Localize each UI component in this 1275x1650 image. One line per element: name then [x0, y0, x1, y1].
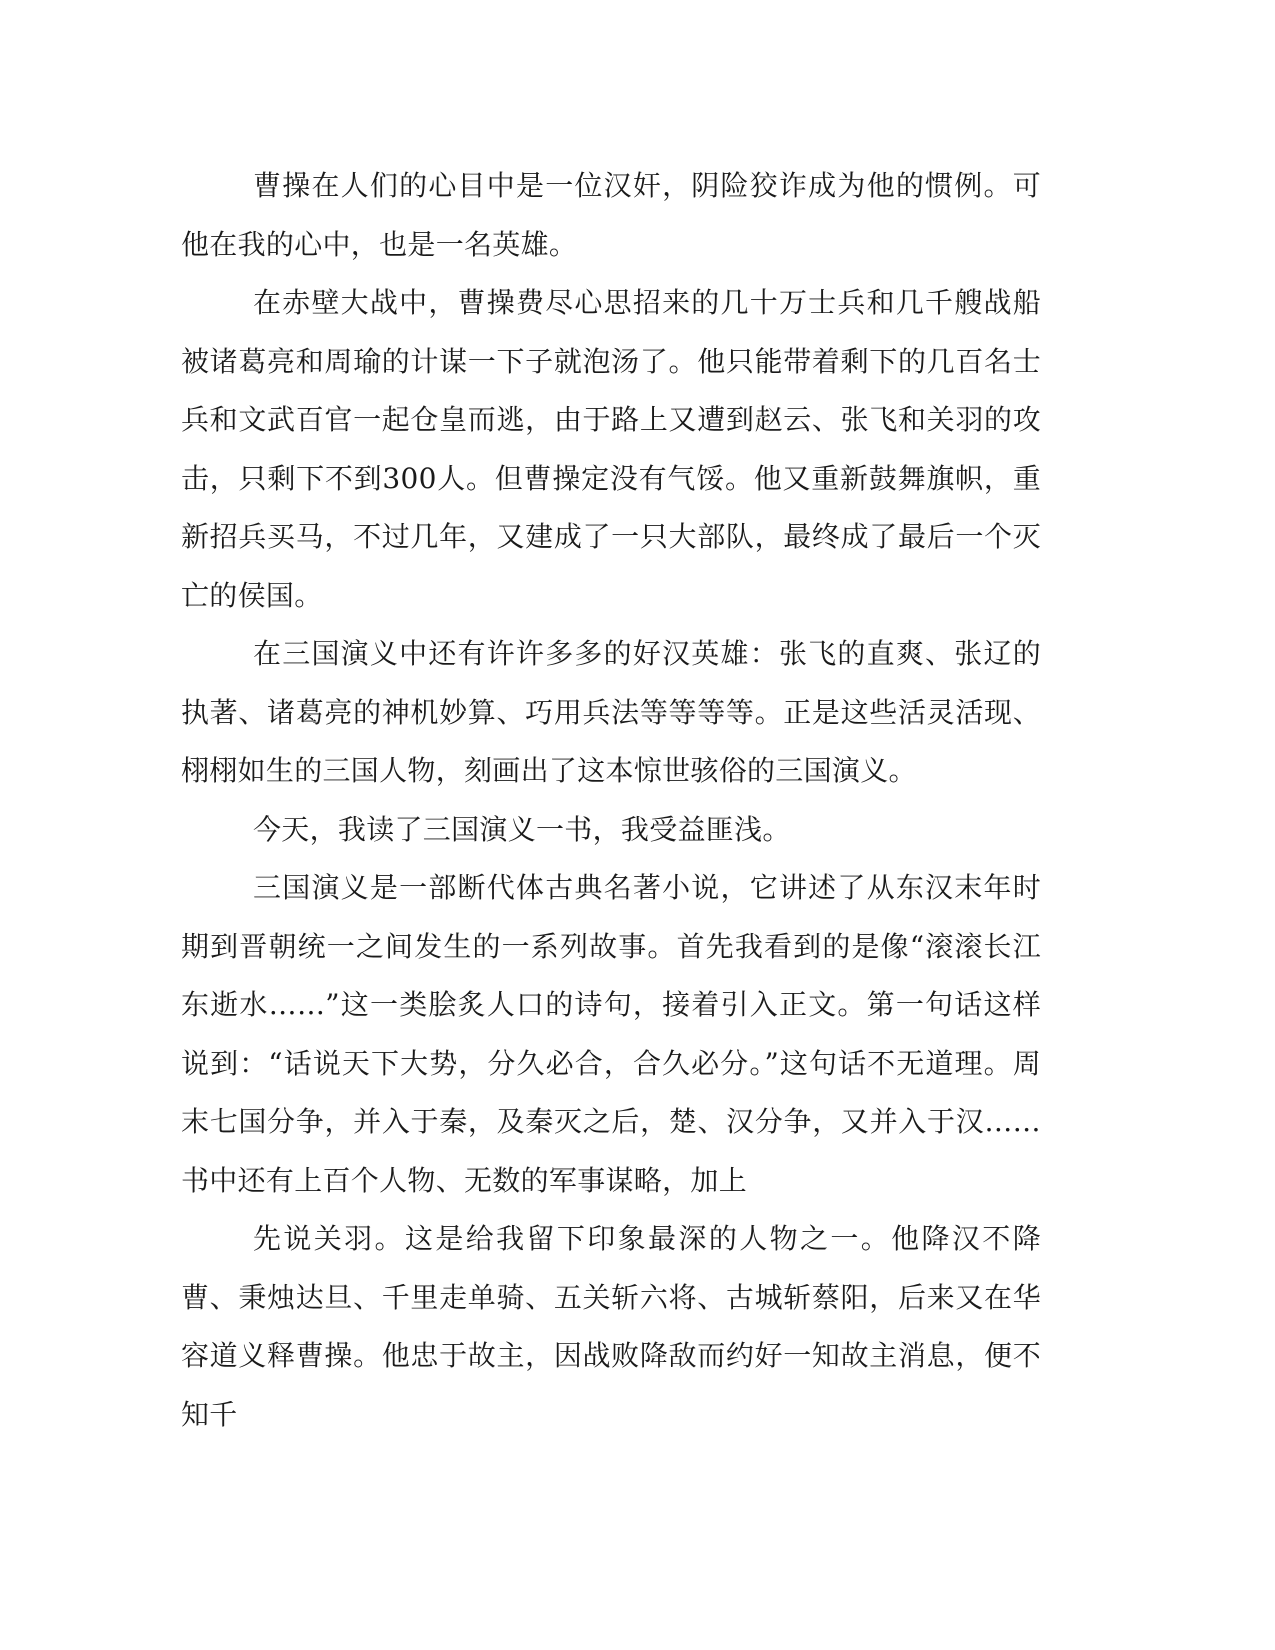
paragraph-guan-yu: 先说关羽。这是给我留下印象最深的人物之一。他降汉不降曹、秉烛达旦、千里走单骑、五关斩六将、古城斩蔡阳，后来又在华容道义释曹操。他忠于故主，因战败降敌而约好一知故主消息，便不知千 — [181, 1222, 1041, 1431]
paragraph-heroes: 在三国演义中还有许许多多的好汉英雄：张飞的直爽、张辽的执著、诸葛亮的神机妙算、巧用兵法等等等等。正是这些活灵活现、栩栩如生的三国人物，刻画出了这本惊世骇俗的三国演义。 — [181, 637, 1041, 787]
paragraph-red-cliffs: 在赤壁大战中，曹操费尽心思招来的几十万士兵和几千艘战船被诸葛亮和周瑜的计谋一下子就泡汤了。他只能带着剩下的几百名士兵和文武百官一起仓皇而逃，由于路上又遭到赵云、张飞和关羽的攻击，只剩下不到300人。但曹操定没有气馁。他又重新鼓舞旗帜，重新招兵买马，不过几年，又建成了一只大部队，最终成了最后一个灭亡的侯国。 — [181, 286, 1041, 612]
document-body — [181, 157, 1041, 1444]
paragraph-novel-summary: 三国演义是一部断代体古典名著小说，它讲述了从东汉末年时期到晋朝统一之间发生的一系列故事。首先我看到的是像“滚滚长江东逝水……”这一类脍炙人口的诗句，接着引入正文。第一句话这样说到：“话说天下大势，分久必合，合久必分。”这句话不无道理。周末七国分争，并入于秦，及秦灭之后，楚、汉分争，又并入于汉……书中还有上百个人物、无数的军事谋略，加上 — [181, 871, 1041, 1197]
paragraph-today: 今天，我读了三国演义一书，我受益匪浅。 — [253, 812, 791, 846]
paragraph-cao-cao-intro: 曹操在人们的心目中是一位汉奸，阴险狡诈成为他的惯例。可他在我的心中，也是一名英雄。 — [181, 169, 1041, 261]
